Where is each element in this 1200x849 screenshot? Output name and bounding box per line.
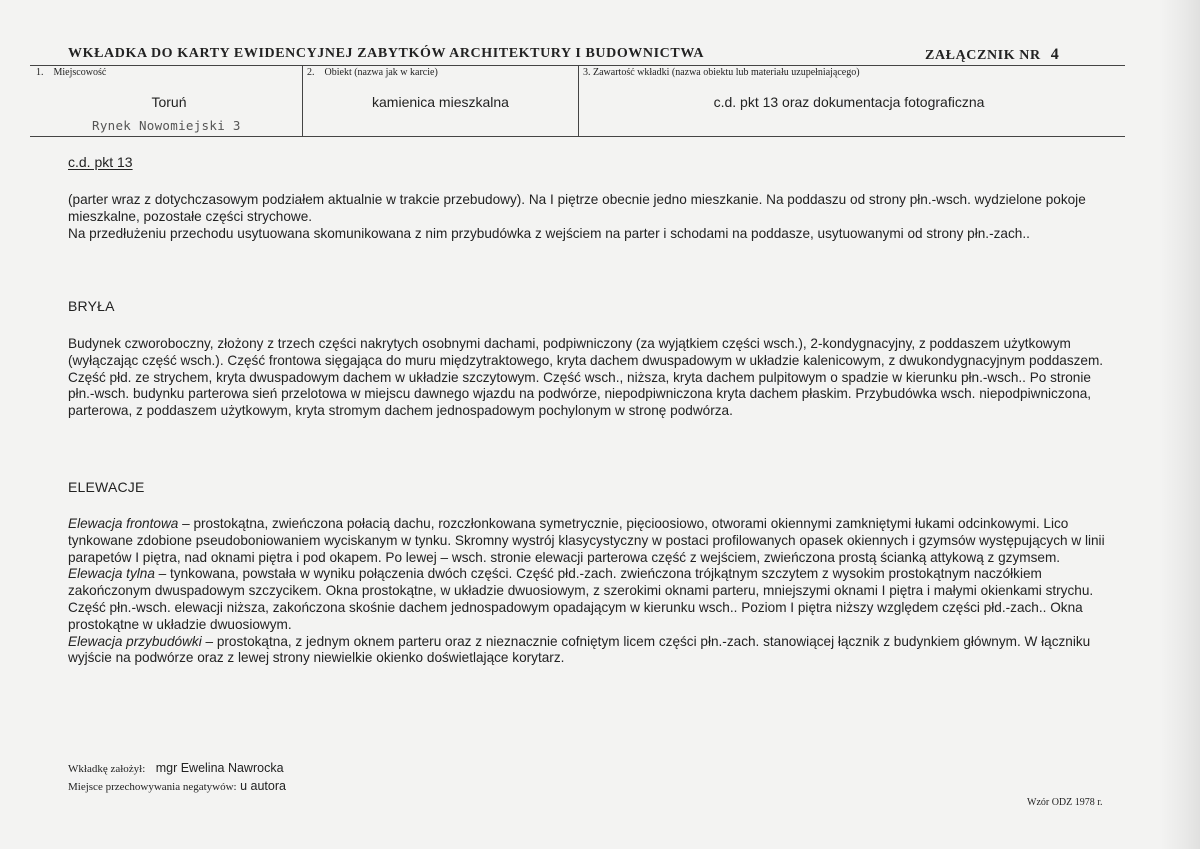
column-2-title: Obiekt (nazwa jak w karcie) <box>324 67 438 78</box>
column-1-title: Miejscowość <box>53 67 107 78</box>
storage-label: Miejsce przechowywania negatywów: <box>68 781 237 793</box>
elevation-front-label: Elewacja frontowa <box>68 516 179 531</box>
annex-number: 4 <box>1050 46 1060 63</box>
elevation-rear-text: – tynkowana, powstała w wyniku połączenia dwóch części. Część płd.-zach. zwieńczona trójkątnym szczytem z wysokim prostokątnym naczółkiem zakończonym dwuspadowym szczycikem. Okna prostokątne, w układzie dwuosiowym, z szerokimi oknami parteru, mniejszymi oknami I piętra i małymi okienkami strychu. Część płn.-wsch. elewacji niższa, zakończona skośnie dachem jednospadowym opadającym w kierunku wsch.. Poziom I piętra niższy względem części płd.-zach.. Okna prostokątne w układzie dwuosiowym. <box>68 566 1094 632</box>
bryla-text: Budynek czworoboczny, złożony z trzech części nakrytych osobnymi dachami, podpiwniczony (za wyjątkiem części wsch.), 2-kondygnacyjny, z poddaszem użytkowym (wyłączając część wsch.). Część frontowa sięgająca do muru międzytraktowego, kryta dachem dwuspadowym w układzie kalenicowym, z dwukondygnacyjnym poddaszem. Część płd. ze strychem, kryta dwuspadowym dachem w układzie szczytowym. Część wsch., niższa, kryta dachem pulpitowym o spadzie w kierunku płn.-wsch.. Po stronie płn.-wsch. budynku parterowa sień przelotowa w miejscu dawnego wjazdu na podwórze, niepodpiwniczona kryta dachem płaskim. Przybudówka wsch. niepodpiwniczona, parterowa, z poddaszem użytkowym, kryta stromym dachem jednospadowym pochylonym w stronę podwórza. <box>68 336 1104 419</box>
elevation-rear <box>68 566 1118 633</box>
storage-line <box>68 779 286 793</box>
locality-value: Toruń <box>151 94 187 110</box>
page-edge-shadow <box>1160 0 1200 849</box>
column-1-number: 1. <box>36 67 44 78</box>
elevation-annex-text: – prostokątna, z jednym oknem parteru oraz z nieznacznie cofniętym licem części płn.-zach. stanowiącej łącznik z budynkiem głównym. W łączniku wyjście na podwórze oraz z lewej strony niewielkie okienko doświetlające korytarz. <box>68 633 1091 666</box>
insert-content-value: c.d. pkt 13 oraz dokumentacja fotograficzna <box>713 94 985 110</box>
annex-label <box>925 46 1059 64</box>
elevation-front-text: – prostokątna, zwieńczona połacią dachu, rozczłonkowana symetrycznie, pięcioosiowo, otworami okiennymi zamkniętymi łukami odcinkowymi. Lico tynkowane zdobione pseudoboniowaniem wyciskanym w tynku. Skromny wystrój klasycystyczny w postaci profilowanych opasek okiennych i gzymsów występujących w linii parapetów I piętra, nad oknami piętra i pod okapem. Po lewej – wsch. stronie elewacji parterowa część z wejściem, zwieńczona prostą ścianką attykową z gzymsem. <box>68 516 1105 565</box>
storage-value: u autora <box>240 779 286 793</box>
continuation-heading: c.d. pkt 13 <box>68 154 133 170</box>
intro-paragraph-1: (parter wraz z dotychczasowym podziałem aktualnie w trakcie przebudowy). Na I piętrze obecnie jedno mieszkanie. Na poddaszu od strony płn.-wsch. wydzielone pokoje mieszkalne, pozostałe części strychowe. <box>68 192 1086 224</box>
form-code: Wzór ODZ 1978 r. <box>1027 797 1103 808</box>
column-3-label <box>583 67 860 78</box>
form-title: WKŁADKA DO KARTY EWIDENCYJNEJ ZABYTKÓW ARCHITEKTURY I BUDOWNICTWA <box>68 46 705 61</box>
column-3-title: Zawartość wkładki (nazwa obiektu lub materiału uzupełniającego) <box>593 67 860 78</box>
annex-label-text: ZAŁĄCZNIK NR <box>925 48 1041 63</box>
elevation-annex-label: Elewacja przybudówki <box>68 633 202 649</box>
elevation-annex <box>68 634 1118 668</box>
intro-paragraph-2: Na przedłużeniu przechodu usytuowana skomunikowana z nim przybudówka z wejściem na parter i schodami na poddasze, usytuowanymi od strony płn.-zach.. <box>68 225 1030 241</box>
author-label: Wkładkę założył: <box>68 763 146 775</box>
address-stamp: Rynek Nowomiejski 3 <box>92 118 241 133</box>
bryla-heading: BRYŁA <box>68 298 115 314</box>
column-3-number: 3. <box>583 67 591 78</box>
elevation-front <box>68 516 1118 566</box>
object-value: kamienica mieszkalna <box>372 94 509 110</box>
elevation-rear-label: Elewacja tylna <box>68 566 155 582</box>
author-line <box>68 761 284 775</box>
author-value: mgr Ewelina Nawrocka <box>155 761 284 775</box>
intro-text <box>68 192 1118 242</box>
column-2-label <box>307 67 438 78</box>
elewacje-heading: ELEWACJE <box>68 479 145 495</box>
header-bottom-rule <box>30 136 1125 137</box>
elewacje-text <box>68 516 1118 667</box>
column-1-label <box>36 67 106 78</box>
column-2-number: 2. <box>307 67 315 78</box>
